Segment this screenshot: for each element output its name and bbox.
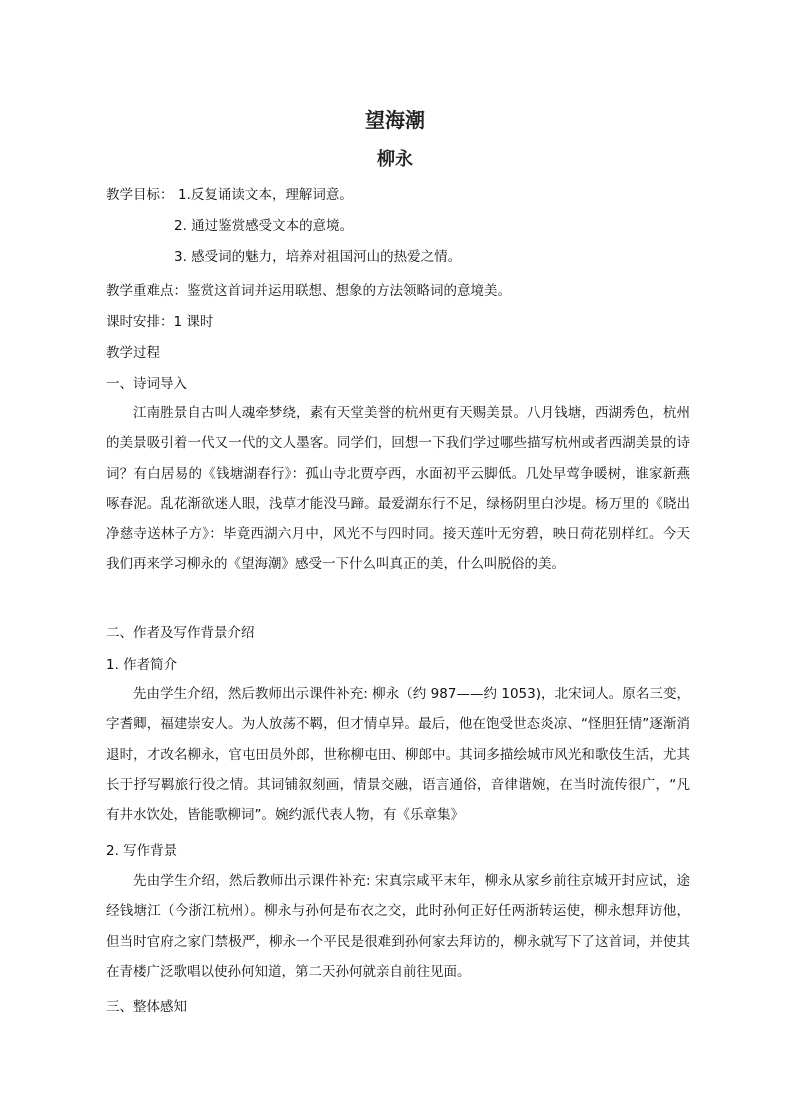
goals-label: 教学目标： bbox=[106, 187, 174, 203]
section-1-heading: 一、诗词导入 bbox=[106, 376, 187, 392]
section-1-paragraph: 江南胜景自古叫人魂牵梦绕，素有天堂美誉的杭州更有天赐美景。八月钱塘，西湖秀色，杭州的美景吸引着一代又一代的文人墨客。同学们，回想一下我们学过哪些描写杭州或者西湖美景的诗词？有白居易的《钱塘湖春行》：孤山寺北贾亭西，水面初平云脚低。几处早莺争暖树，谁家新燕啄春泥。乱花渐欲迷人眼，浅草才能没马蹄。最爱湖东行不足，绿杨阴里白沙堤。杨万里的《晓出净慈寺送林子方》：毕竟西湖六月中，风光不与四时同。接天莲叶无穷碧，映日荷花别样红。今天我们再来学习柳永的《望海潮》感受一下什么叫真正的美，什么叫脱俗的美。 bbox=[106, 405, 690, 573]
goal-item-2: 2. 通过鉴赏感受文本的意境。 bbox=[174, 218, 354, 234]
subsection-2-heading: 2. 写作背景 bbox=[106, 843, 178, 859]
section-3-heading: 三、整体感知 bbox=[106, 999, 187, 1015]
poem-title: 望海潮 bbox=[365, 108, 425, 132]
author-name: 柳永 bbox=[377, 149, 413, 170]
goal-item-1: 1.反复诵读文本，理解词意。 bbox=[178, 187, 353, 203]
process-heading: 教学过程 bbox=[106, 345, 160, 361]
key-points: 教学重难点：鉴赏这首词并运用联想、想象的方法领略词的意境美。 bbox=[106, 283, 511, 299]
subsection-1-heading: 1. 作者简介 bbox=[106, 657, 178, 673]
schedule: 课时安排：1 课时 bbox=[106, 314, 214, 330]
subsection-2-paragraph: 先由学生介绍，然后教师出示课件补充: 宋真宗咸平末年，柳永从家乡前往京城开封应试，途经钱塘江（今浙江杭州）。柳永与孙何是布衣之交，此时孙何正好任两浙转运使，柳永想拜访他，但当时官府之家门禁极严，柳永一个平民是很难到孙何家去拜访的，柳永就写下了这首词，并使其在青楼广泛歌唱以使孙何知道，第二天孙何就亲自前往见面。 bbox=[106, 873, 690, 980]
section-2-heading: 二、作者及写作背景介绍 bbox=[106, 625, 255, 641]
goal-item-3: 3. 感受词的魅力，培养对祖国河山的热爱之情。 bbox=[174, 249, 462, 265]
subsection-1-paragraph: 先由学生介绍，然后教师出示课件补充: 柳永（约 987——约 1053)，北宋词人。原名三变，字耆卿，福建崇安人。为人放荡不羁，但才情卓异。最后，他在饱受世态炎凉、“怪胆狂情”逐渐消退时，才改名柳永，官屯田员外郎，世称柳屯田、柳郎中。其词多描绘城市风光和歌伎生活，尤其长于抒写羁旅行役之情。其词铺叙刻画，情景交融，语言通俗，音律谐婉，在当时流传很广，“凡有井水饮处，皆能歌柳词”。婉约派代表人物，有《乐章集》 bbox=[106, 686, 690, 824]
